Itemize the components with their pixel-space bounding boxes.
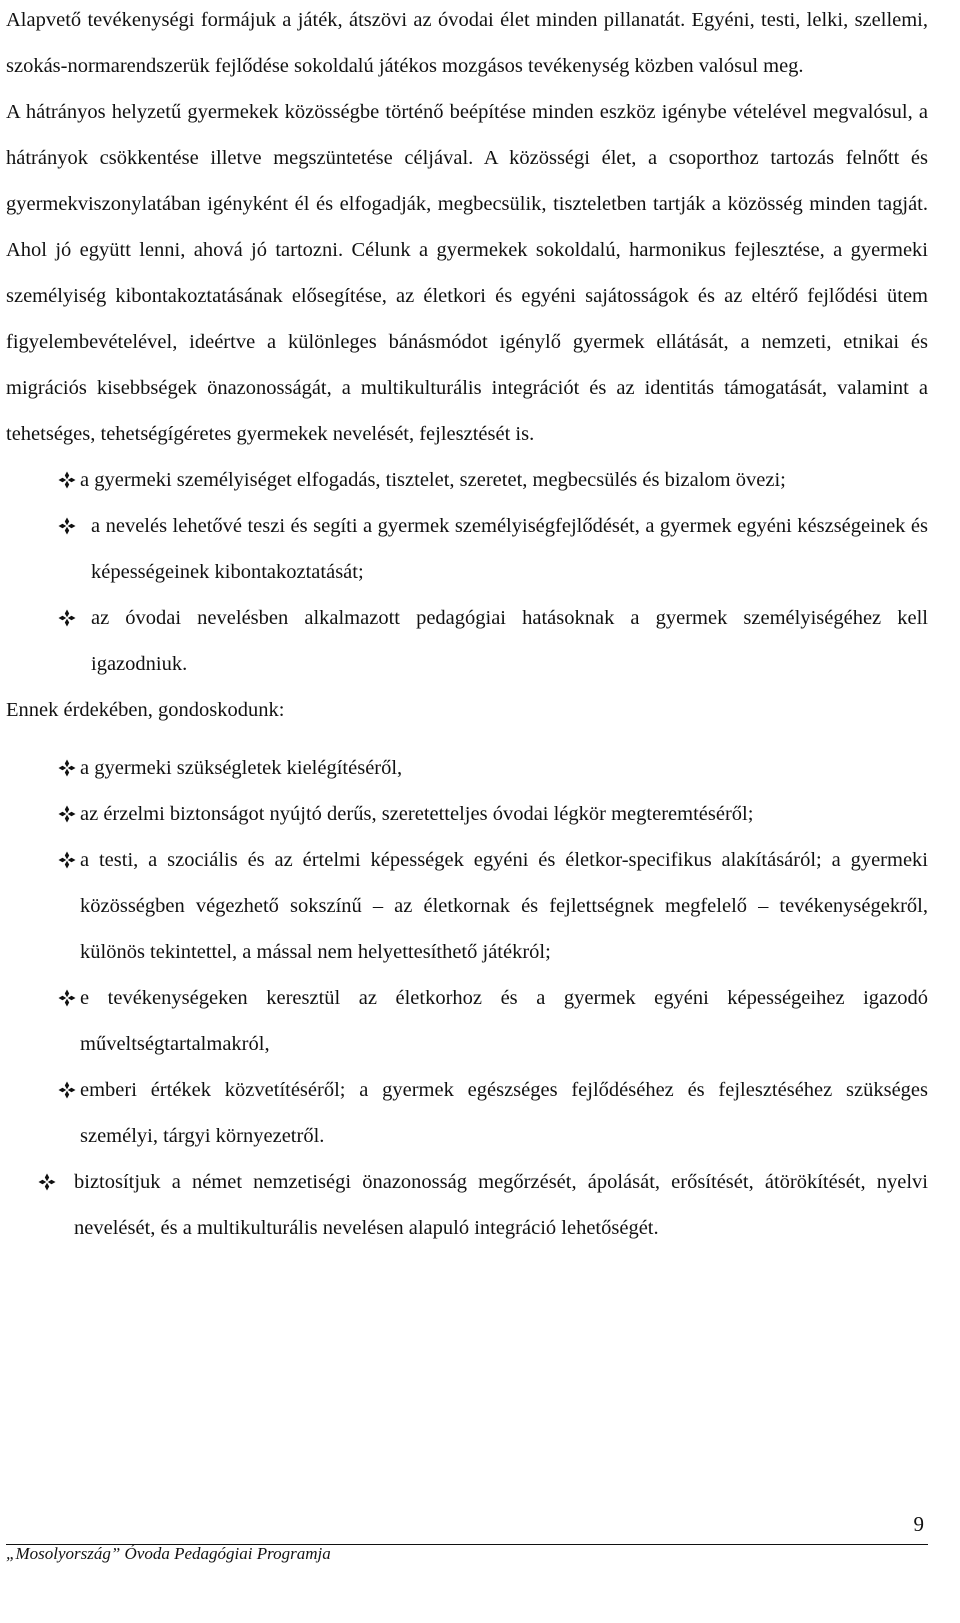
list-item [6, 745, 928, 791]
care-heading: Ennek érdekében, gondoskodunk: [6, 699, 285, 721]
four-diamond-bullet-icon [58, 837, 80, 883]
list-item-text: biztosítjuk a német nemzetiségi önazonosság megőrzését, ápolását, erősítését, átörökítését, nyelvi nevelését, és a multikulturális nevelésen alapuló integráció lehetőségét. [74, 1171, 928, 1239]
document-body [6, 0, 928, 1251]
four-diamond-bullet-icon [58, 791, 80, 837]
four-diamond-bullet-icon [58, 457, 80, 503]
main-paragraph: A hátrányos helyzetű gyermekek közösségbe történő beépítése minden eszköz igénybe vételével megvalósul, a hátrányok csökkentése illetve megszüntetése céljával. A közösségi élet, a csoporthoz tartozás felnőtt és gyermekviszonylatában igényként él és elfogadják, megbecsülik, tiszteletben tartják a közösség minden tagját. Ahol jó együtt lenni, ahová jó tartozni. Célunk a gyermekek sokoldalú, harmonikus fejlesztése, a gyermeki személyiség kibontakoztatásának elősegítése, az életkori és egyéni sajátosságok és az eltérő fejlődési ütem figyelembevételével, ideértve a különleges bánásmódot igénylő gyermek ellátását, a nemzeti, etnikai és migrációs kisebbségek önazonosságát, a multikulturális integrációt és az identitás támogatását, valamint a tehetséges, tehetségígéretes gyermekek nevelését, fejlesztését is. [6, 101, 928, 445]
list-item [6, 1159, 928, 1251]
four-diamond-bullet-icon [58, 595, 80, 641]
list-item-text: e tevékenységeken keresztül az életkorhoz és a gyermek egyéni képességeihez igazodó műveltségtartalmakról, [80, 987, 928, 1055]
list-item [6, 457, 928, 503]
list-item-text: az óvodai nevelésben alkalmazott pedagógiai hatásoknak a gyermek személyiségéhez kell igazodniuk. [91, 607, 928, 675]
list-item [6, 975, 928, 1067]
care-list [6, 745, 928, 1251]
page-number: 9 [913, 1512, 924, 1536]
list-item [6, 503, 928, 595]
list-item-text: a gyermeki személyiséget elfogadás, tisztelet, szeretet, megbecsülés és bizalom övezi; [80, 469, 786, 491]
list-item-text: emberi értékek közvetítéséről; a gyermek egészséges fejlődéséhez és fejlesztéséhez szükséges személyi, tárgyi környezetről. [80, 1079, 928, 1147]
goal-list [6, 457, 928, 687]
four-diamond-bullet-icon [58, 503, 80, 549]
four-diamond-bullet-icon [58, 745, 80, 791]
footer-title: „Mosolyország” Óvoda Pedagógiai Programja [6, 1544, 331, 1563]
list-item [6, 595, 928, 687]
four-diamond-bullet-icon [38, 1159, 60, 1205]
spacer [6, 733, 928, 745]
list-item [6, 791, 928, 837]
four-diamond-bullet-icon [58, 975, 80, 1021]
list-item [6, 1067, 928, 1159]
list-item-text: az érzelmi biztonságot nyújtó derűs, szeretetteljes óvodai légkör megteremtéséről; [80, 803, 754, 825]
list-item-text: a testi, a szociális és az értelmi képességek egyéni és életkor-specifikus alakításáról; a gyermeki közösségben végezhető sokszínű – az életkornak és fejlettségnek megfelelő – tevékenységekről, különös tekintettel, a mással nem helyettesíthető játékról; [80, 849, 928, 963]
list-item [6, 837, 928, 975]
list-item-text: a nevelés lehetővé teszi és segíti a gyermek személyiségfejlődését, a gyermek egyéni készségeinek és képességeinek kibontakoztatását; [91, 515, 928, 583]
list-item-text: a gyermeki szükségletek kielégítéséről, [80, 757, 403, 779]
four-diamond-bullet-icon [58, 1067, 80, 1113]
intro-paragraph: Alapvető tevékenységi formájuk a játék, átszövi az óvodai élet minden pillanatát. Egyéni, testi, lelki, szellemi, szokás-normarendszerük fejlődése sokoldalú játékos mozgásos tevékenység közben valósul meg. [6, 9, 928, 77]
